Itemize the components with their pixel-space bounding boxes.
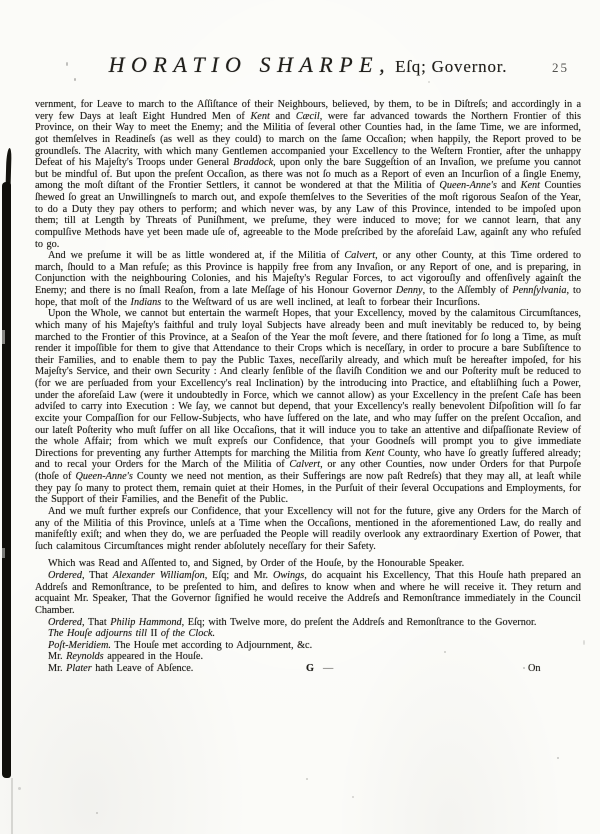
line-house-adjourns: The Houſe adjourns till II of the Clock. — [48, 628, 216, 640]
page-number: 25 — [552, 60, 569, 75]
line-reynolds-appeared: Mr. Reynolds appeared in the Houſe. — [48, 651, 204, 663]
governor-name: HORATIO SHARPE, — [108, 52, 392, 77]
running-title — [35, 52, 581, 78]
scan-speck — [583, 640, 585, 645]
binding-shadow-notch — [2, 548, 5, 558]
scan-speck — [96, 812, 98, 814]
scan-speck — [444, 651, 446, 653]
scan-speck — [74, 78, 76, 81]
signature-mark: G — [306, 663, 315, 674]
scan-speck — [523, 667, 525, 669]
binding-shadow-notch — [2, 330, 5, 344]
catchword: On — [528, 663, 541, 674]
paragraph-continuation: vernment, for Leave to march to the Aſſiſtance of their Neighbours, believed, by them, to be in Diſtreſs; and accordingly in a very few Days at leaſt Eight Hundred Men of Kent and Cæcil, were far advanced towards the Northern Frontier of this Province, on their Way to meet the Enemy; and the Militia of ſeveral other Counties had, in the ſame Time, we are informed, got themſelves in Readineſs (as well as they could) to march on the ſame Occaſion; when happily, the Report proved to be groundleſs. The Alacrity, with which many Gentlemen accompanied your Excellency to the Weſtern Frontier, after the unhappy Defeat of his Majeſty's Troops under General Braddock, upon only the bare Suggeſtion of an Invaſion, we preſume you cannot but be mindful of. But upon the preſent Occaſion, as there was not ſo much as a Report of even an Incurſion of a ſingle Enemy, among the moſt diſtant of the Frontier Settlers, it cannot be wondered at that the Militia of Queen-Anne's and Kent Counties ſhewed ſo great an Unwillingneſs to march out, and expoſe themſelves to the Severities of the moſt rigorous Seaſon of the Year, to do a Duty they pay others to perform; and which never was, by any Law of this Province, intended to be impoſed upon them; till at Length by Threats of Puniſhment, we preſume, they were induced to move; for we cannot learn, that any compulſive Methods have yet been made uſe of, agreeable to the Mode preſcribed by the aforeſaid Law, againſt any who refuſed to go. — [35, 99, 581, 250]
scan-speck — [66, 62, 68, 66]
page-body — [35, 99, 581, 675]
line-post-meridiem: Poſt-Meridiem. The Houſe met according to Adjournment, &c. — [48, 639, 313, 651]
paragraph-calvert-militia: And we preſume it will be as little wondered at, if the Militia of Calvert, or any other County, at this Time ordered to march, ſhould to a Man refuſe; as this Province is happily free from any Invaſion, or any Report of one, and is preparing, in Conjunction with the neighbouring Colonies, and his Majeſty's Regular Forces, to act vigorouſly and offenſively againſt the Enemy; and there is no ſmall Reaſon, from a late Meſſage of his Honour Governor Denny, to the Aſſembly of Pennſylvania, to hope, that moſt of the Indians to the Weſtward of us are well inclined, at leaſt to forbear their Incurſions. — [35, 250, 581, 308]
paragraph-ordered-williamson-owings: Ordered, That Alexander Williamſon, Eſq; and Mr. Owings, do acquaint his Excellency, That this Houſe hath prepared an Addreſs and Remonſtrance, to be preſented to him, and deſires to know when and where he will receive it. They return and acquaint Mr. Speaker, That the Governor ſignified he would receive the Addreſs and Remonſtrance immediately in the Council Chamber. — [35, 570, 581, 616]
scan-speck — [352, 796, 354, 798]
scan-speck — [18, 787, 21, 790]
scan-speck — [557, 757, 559, 759]
footer-line — [35, 663, 581, 675]
binding-shadow-bar — [2, 182, 11, 778]
line-plater-absence: Mr. Plater hath Leave of Abſence. — [48, 663, 194, 674]
paragraph-read-and-assented: Which was Read and Aſſented to, and Signed, by Order of the Houſe, by the Honourable Speaker. — [48, 558, 465, 570]
paragraph-upon-the-whole: Upon the Whole, we cannot but entertain the warmeſt Hopes, that your Excellency, moved by the calamitous Circumſtances, which many of his Majeſty's faithful and truly loyal Subjects have already been and muſt inevitably be reduced to, by being marched to the Frontier of this Province, at a Seaſon of the Year the moſt ſevere, and there ſtationed for ſo long a Time, as muſt render it impoſſible for them to give that Attendance to their Crops which is neceſſary, in order to procure a bare Subſiſtence to their Families, and to enable them to pay the Public Taxes, neceſſarily already, and which muſt be hereafter impoſed, for his Majeſty's Service, and their own Security : And clearly ſenſible of the ſlaviſh Condition we and our Poſterity muſt be reduced to (for we are perſuaded from your Excellency's real Inclination) by the introducing into Practice, and eſtabliſhing ſuch a Power, under the aforeſaid Law (were it undoubtedly in Force, which we cannot allow) as your Excellency in the preſent Caſe has been adviſed to carry into Execution : We ſay, we cannot but depend, that your Excellency's really benevolent Diſpoſition will ſo far excite your Compaſſion for our Fellow-Subjects, who have ſuffered on the late, and who may ſuffer on the preſent Occaſion, and our lateſt Poſterity who muſt ſuffer on all like Occaſions, that it will induce you to take an attentive and diſpaſſionate Review of the whole Affair; from which we muſt expreſs our Confidence, that your Goodneſs will prompt you to give immediate Directions for preventing any further Attempts for marching the Militia from Kent County, who have ſo greatly ſuffered already; and to recal your Orders for the March of the Militia of Calvert, or any other Counties, now under Orders for that Purpoſe (thoſe of Queen-Anne's County we need not mention, as their Sufferings are now paſt Redreſs) that they may all, at leaſt while they pay ſo many to protect them, remain quiet at their Homes, in the Purſuit of their ſeveral Occupations and Employments, for the Support of their Families, and the Benefit of the Public. — [35, 308, 581, 506]
governor-title-suffix: Eſq; Governor. — [395, 57, 508, 76]
binding-shadow-tail — [11, 778, 13, 834]
scan-speck — [428, 81, 430, 83]
paragraph-further-confidence: And we muſt further expreſs our Confidence, that your Excellency will not for the future, give any Orders for the March of any of the Militia of this Province, unleſs at a Time when the Occaſions, mentioned in the aforementioned Law, do really and manifeſtly exiſt; and when they do, we are perſuaded the People will readily overlook any extraordinary Exertion of Power, that ſuch calamitous Circumſtances might render abſolutely neceſſary for their Safety. — [35, 505, 581, 552]
signature-dash: — — [323, 663, 334, 674]
page-header — [35, 52, 581, 90]
scan-speck — [237, 121, 240, 123]
paragraph-ordered-hammond: Ordered, That Philip Hammond, Eſq; with Twelve more, do preſent the Addreſs and Remonſtrance to the Governor. — [48, 616, 537, 628]
scan-speck — [306, 778, 308, 780]
